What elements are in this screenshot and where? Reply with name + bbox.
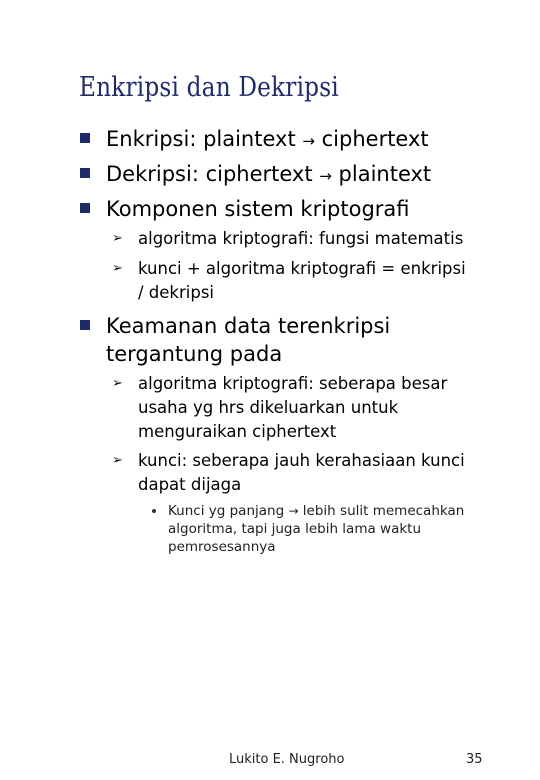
arrowhead-bullet-icon: ➢ (112, 453, 123, 468)
dot-bullet-icon (152, 509, 156, 513)
right-arrow-icon: → (288, 504, 299, 518)
slide-title: Enkripsi dan Dekripsi (79, 72, 339, 103)
square-bullet-icon (80, 320, 90, 330)
square-bullet-icon (80, 203, 90, 213)
kunci-note-text: Kunci yg panjang (168, 503, 289, 519)
kunci-note-line (168, 502, 464, 520)
bullet-enkripsi (106, 125, 429, 155)
keamanan-sub-algoritma (138, 372, 447, 444)
keamanan-sub-line: menguraikan ciphertext (138, 422, 337, 441)
bullet-komponen: Komponen sistem kriptografi (106, 197, 410, 221)
arrowhead-bullet-icon: ➢ (112, 231, 123, 246)
keamanan-sub-line: dapat dijaga (138, 475, 242, 494)
keamanan-sub-kunci (138, 449, 465, 497)
arrowhead-bullet-icon: ➢ (112, 376, 123, 391)
keamanan-line: Keamanan data terenkripsi (106, 314, 391, 338)
arrowhead-bullet-icon: ➢ (112, 261, 123, 276)
bullet-dekripsi-text: Dekripsi: ciphertext (106, 162, 320, 186)
keamanan-line: tergantung pada (106, 342, 283, 366)
bullet-dekripsi-text-end: plaintext (331, 162, 432, 186)
bullet-enkripsi-text-end: ciphertext (314, 127, 429, 151)
komponen-sub-kunci (138, 257, 466, 305)
kunci-note-line: pemrosesannya (168, 539, 276, 555)
komponen-sub-line: algoritma kriptografi: fungsi matematis (138, 229, 464, 248)
komponen-sub-algoritma (138, 227, 463, 251)
square-bullet-icon (80, 133, 90, 143)
footer-author: Lukito E. Nugroho (229, 752, 345, 767)
komponen-sub-line: kunci + algoritma kriptografi = enkripsi (138, 259, 466, 278)
kunci-note-line: algoritma, tapi juga lebih lama waktu (168, 521, 422, 537)
bullet-keamanan (106, 312, 390, 368)
right-arrow-icon: → (302, 132, 315, 150)
kunci-note-text: lebih sulit memecahkan (298, 503, 465, 519)
bullet-enkripsi-text: Enkripsi: plaintext (106, 127, 303, 151)
kunci-note (168, 502, 464, 556)
keamanan-sub-line: usaha yg hrs dikeluarkan untuk (138, 398, 399, 417)
komponen-sub-line: / dekripsi (138, 283, 215, 302)
keamanan-sub-line: algoritma kriptografi: seberapa besar (138, 374, 448, 393)
square-bullet-icon (80, 168, 90, 178)
right-arrow-icon: → (319, 167, 332, 185)
footer-page-number: 35 (466, 752, 483, 767)
keamanan-sub-line: kunci: seberapa jauh kerahasiaan kunci (138, 451, 465, 470)
bullet-dekripsi (106, 160, 431, 190)
